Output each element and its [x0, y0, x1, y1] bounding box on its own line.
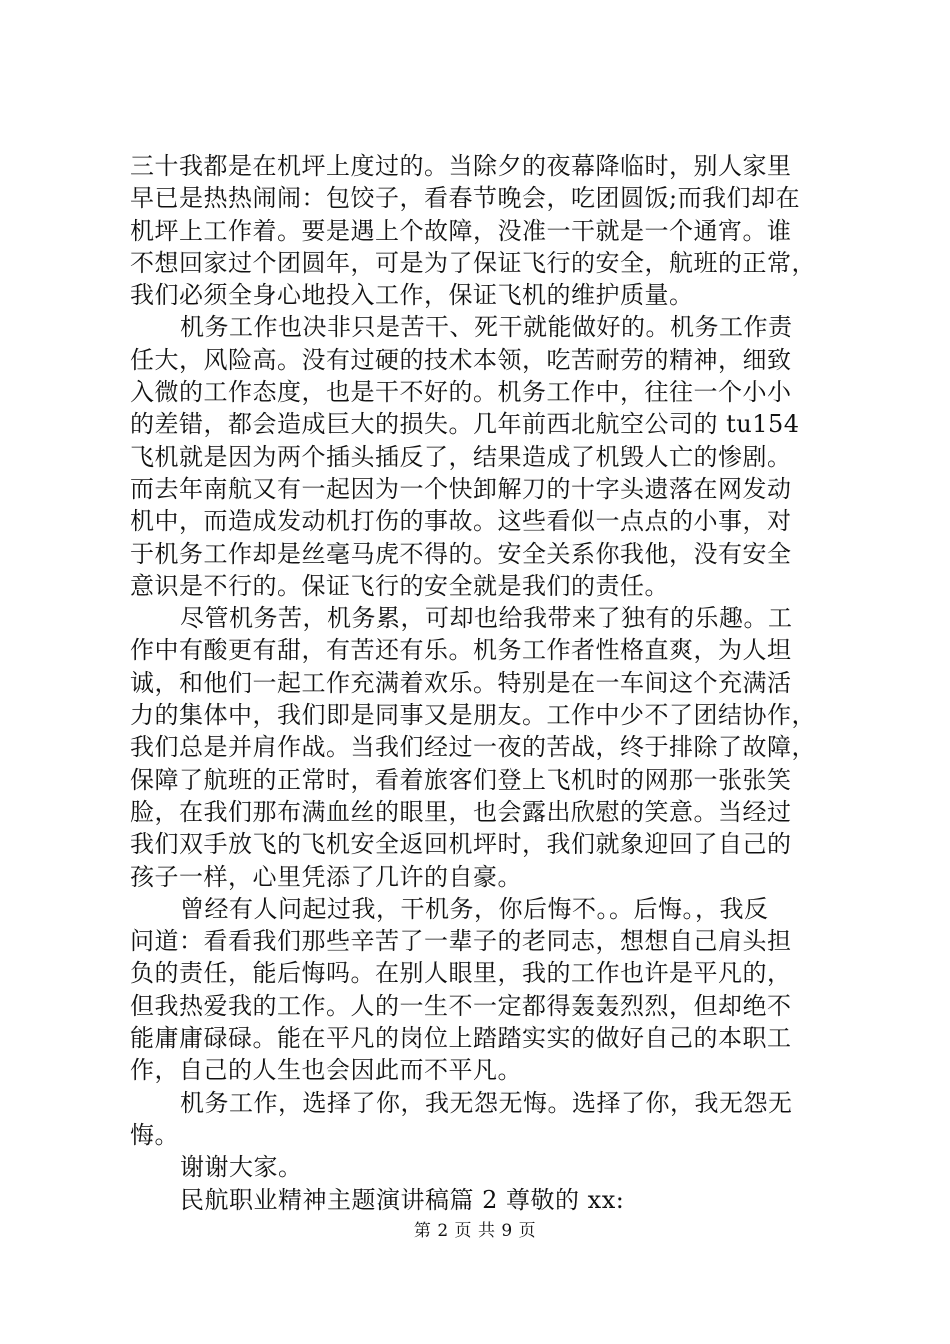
- text-line: 我们双手放飞的飞机安全返回机坪时，我们就象迎回了自己的: [130, 830, 792, 859]
- text-line: 而去年南航又有一起因为一个快卸解刀的十字头遗落在网发动: [130, 474, 792, 503]
- text-line: 意识是不行的。保证飞行的安全就是我们的责任。: [130, 571, 669, 600]
- text-line: 我们总是并肩作战。当我们经过一夜的苦战，终于排除了故障，: [130, 733, 816, 762]
- text-line: 谢谢大家。: [180, 1153, 303, 1182]
- text-line: 作中有酸更有甜，有苦还有乐。机务工作者性格直爽，为人坦: [130, 636, 792, 665]
- text-line: 脸，在我们那布满血丝的眼里，也会露出欣慰的笑意。当经过: [130, 797, 792, 826]
- text-line: 我们必须全身心地投入工作，保证飞机的维护质量。: [130, 281, 694, 310]
- text-line: 机务工作也决非只是苦干、死干就能做好的。机务工作责: [180, 313, 793, 342]
- text-line: 于机务工作却是丝毫马虎不得的。安全关系你我他，没有安全: [130, 539, 792, 568]
- text-line: 任大，风险高。没有过硬的技术本领，吃苦耐劳的精神，细致: [130, 345, 792, 374]
- text-line: 的差错，都会造成巨大的损失。几年前西北航空公司的 tu154: [130, 410, 800, 439]
- text-line: 悔。: [130, 1120, 179, 1149]
- text-line: 曾经有人问起过我，干机务，你后悔不。。后悔。，我反: [180, 894, 769, 923]
- text-line: 力的集体中，我们即是同事又是朋友。工作中少不了团结协作，: [130, 701, 816, 730]
- text-line: 保障了航班的正常时，看着旅客们登上飞机时的网那一张张笑: [130, 765, 792, 794]
- text-line: 作，自己的人生也会因此而不平凡。: [130, 1056, 522, 1085]
- text-line: 入微的工作态度，也是干不好的。机务工作中，往往一个小小: [130, 378, 792, 407]
- text-line: 民航职业精神主题演讲稿篇 2 尊敬的 xx:: [180, 1185, 625, 1214]
- text-line: 飞机就是因为两个插头插反了，结果造成了机毁人亡的惨剧。: [130, 442, 792, 471]
- text-line: 问道：看看我们那些辛苦了一辈子的老同志，想想自己肩头担: [130, 927, 792, 956]
- text-line: 机务工作，选择了你，我无怨无悔。选择了你，我无怨无: [180, 1088, 793, 1117]
- text-line: 不想回家过个团圆年，可是为了保证飞行的安全，航班的正常，: [130, 248, 816, 277]
- text-line: 三十我都是在机坪上度过的。当除夕的夜幕降临时，别人家里: [130, 152, 792, 180]
- text-line: 早已是热热闹闹：包饺子，看春节晚会，吃团圆饭;而我们却在: [130, 184, 801, 213]
- text-line: 但我热爱我的工作。人的一生不一定都得轰轰烈烈，但却绝不: [130, 991, 792, 1020]
- text-line: 机坪上工作着。要是遇上个故障，没准一干就是一个通宵。谁: [130, 216, 792, 245]
- text-line: 孩子一样，心里凭添了几许的自豪。: [130, 862, 522, 891]
- text-line: 机中，而造成发动机打伤的事故。这些看似一点点的小事，对: [130, 507, 792, 536]
- document-body: [130, 150, 835, 1216]
- text-line: 诚，和他们一起工作充满着欢乐。特别是在一车间这个充满活: [130, 668, 792, 697]
- text-line: 能庸庸碌碌。能在平凡的岗位上踏踏实实的做好自己的本职工: [130, 1024, 792, 1053]
- text-line: 尽管机务苦，机务累，可却也给我带来了独有的乐趣。工: [180, 604, 793, 633]
- text-line: 负的责任，能后悔吗。在别人眼里，我的工作也许是平凡的，: [130, 959, 792, 988]
- page-footer: 第 2 页 共 9 页: [413, 1221, 537, 1241]
